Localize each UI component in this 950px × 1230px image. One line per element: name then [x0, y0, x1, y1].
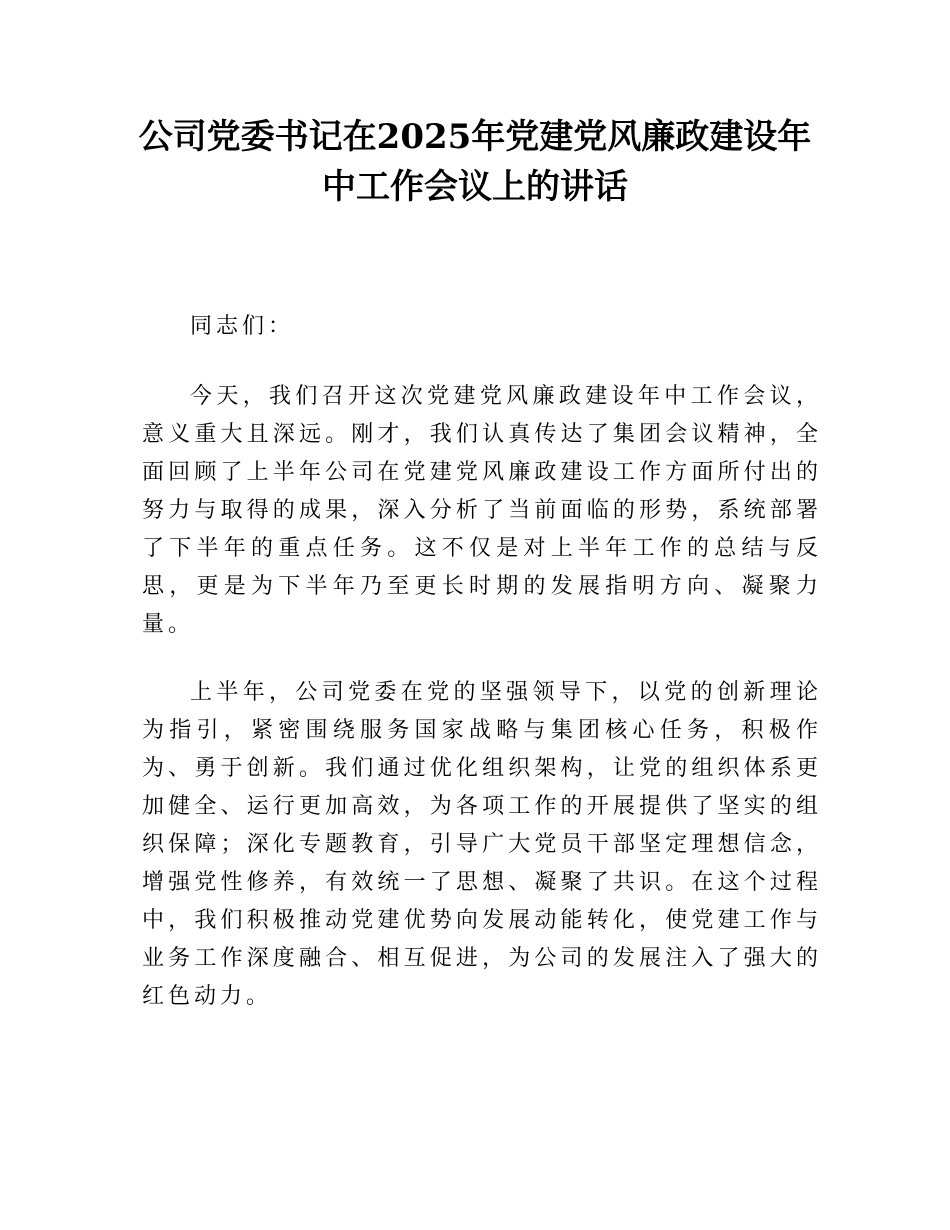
document-title-line-1: 公司党委书记在2025年党建党风廉政建设年 [138, 117, 812, 157]
salutation: 同志们： [190, 314, 295, 339]
document-body [142, 308, 822, 1016]
document-title-line-2: 中工作会议上的讲话 [322, 167, 628, 207]
paragraph-first-half-review: 上半年，公司党委在党的坚强领导下，以党的创新理论为指引，紧密围绕服务国家战略与集团核心任务，积极作为、勇于创新。我们通过优化组织架构，让党的组织体系更加健全、运行更加高效，为各项工作的开展提供了坚实的组织保障；深化专题教育，引导广大党员干部坚定理想信念，增强党性修养，有效统一了思想、凝聚了共识。在这个过程中，我们积极推动党建优势向发展动能转化，使党建工作与业务工作深度融合、相互促进，为公司的发展注入了强大的红色动力。 [142, 680, 822, 1009]
document-title [130, 112, 820, 212]
paragraph-opening: 今天，我们召开这次党建党风廉政建设年中工作会议，意义重大且深远。刚才，我们认真传达了集团会议精神，全面回顾了上半年公司在党建党风廉政建设工作方面所付出的努力与取得的成果，深入分析了当前面临的形势，系统部署了下半年的重点任务。这不仅是对上半年工作的总结与反思，更是为下半年乃至更长时期的发展指明方向、凝聚力量。 [142, 384, 822, 637]
